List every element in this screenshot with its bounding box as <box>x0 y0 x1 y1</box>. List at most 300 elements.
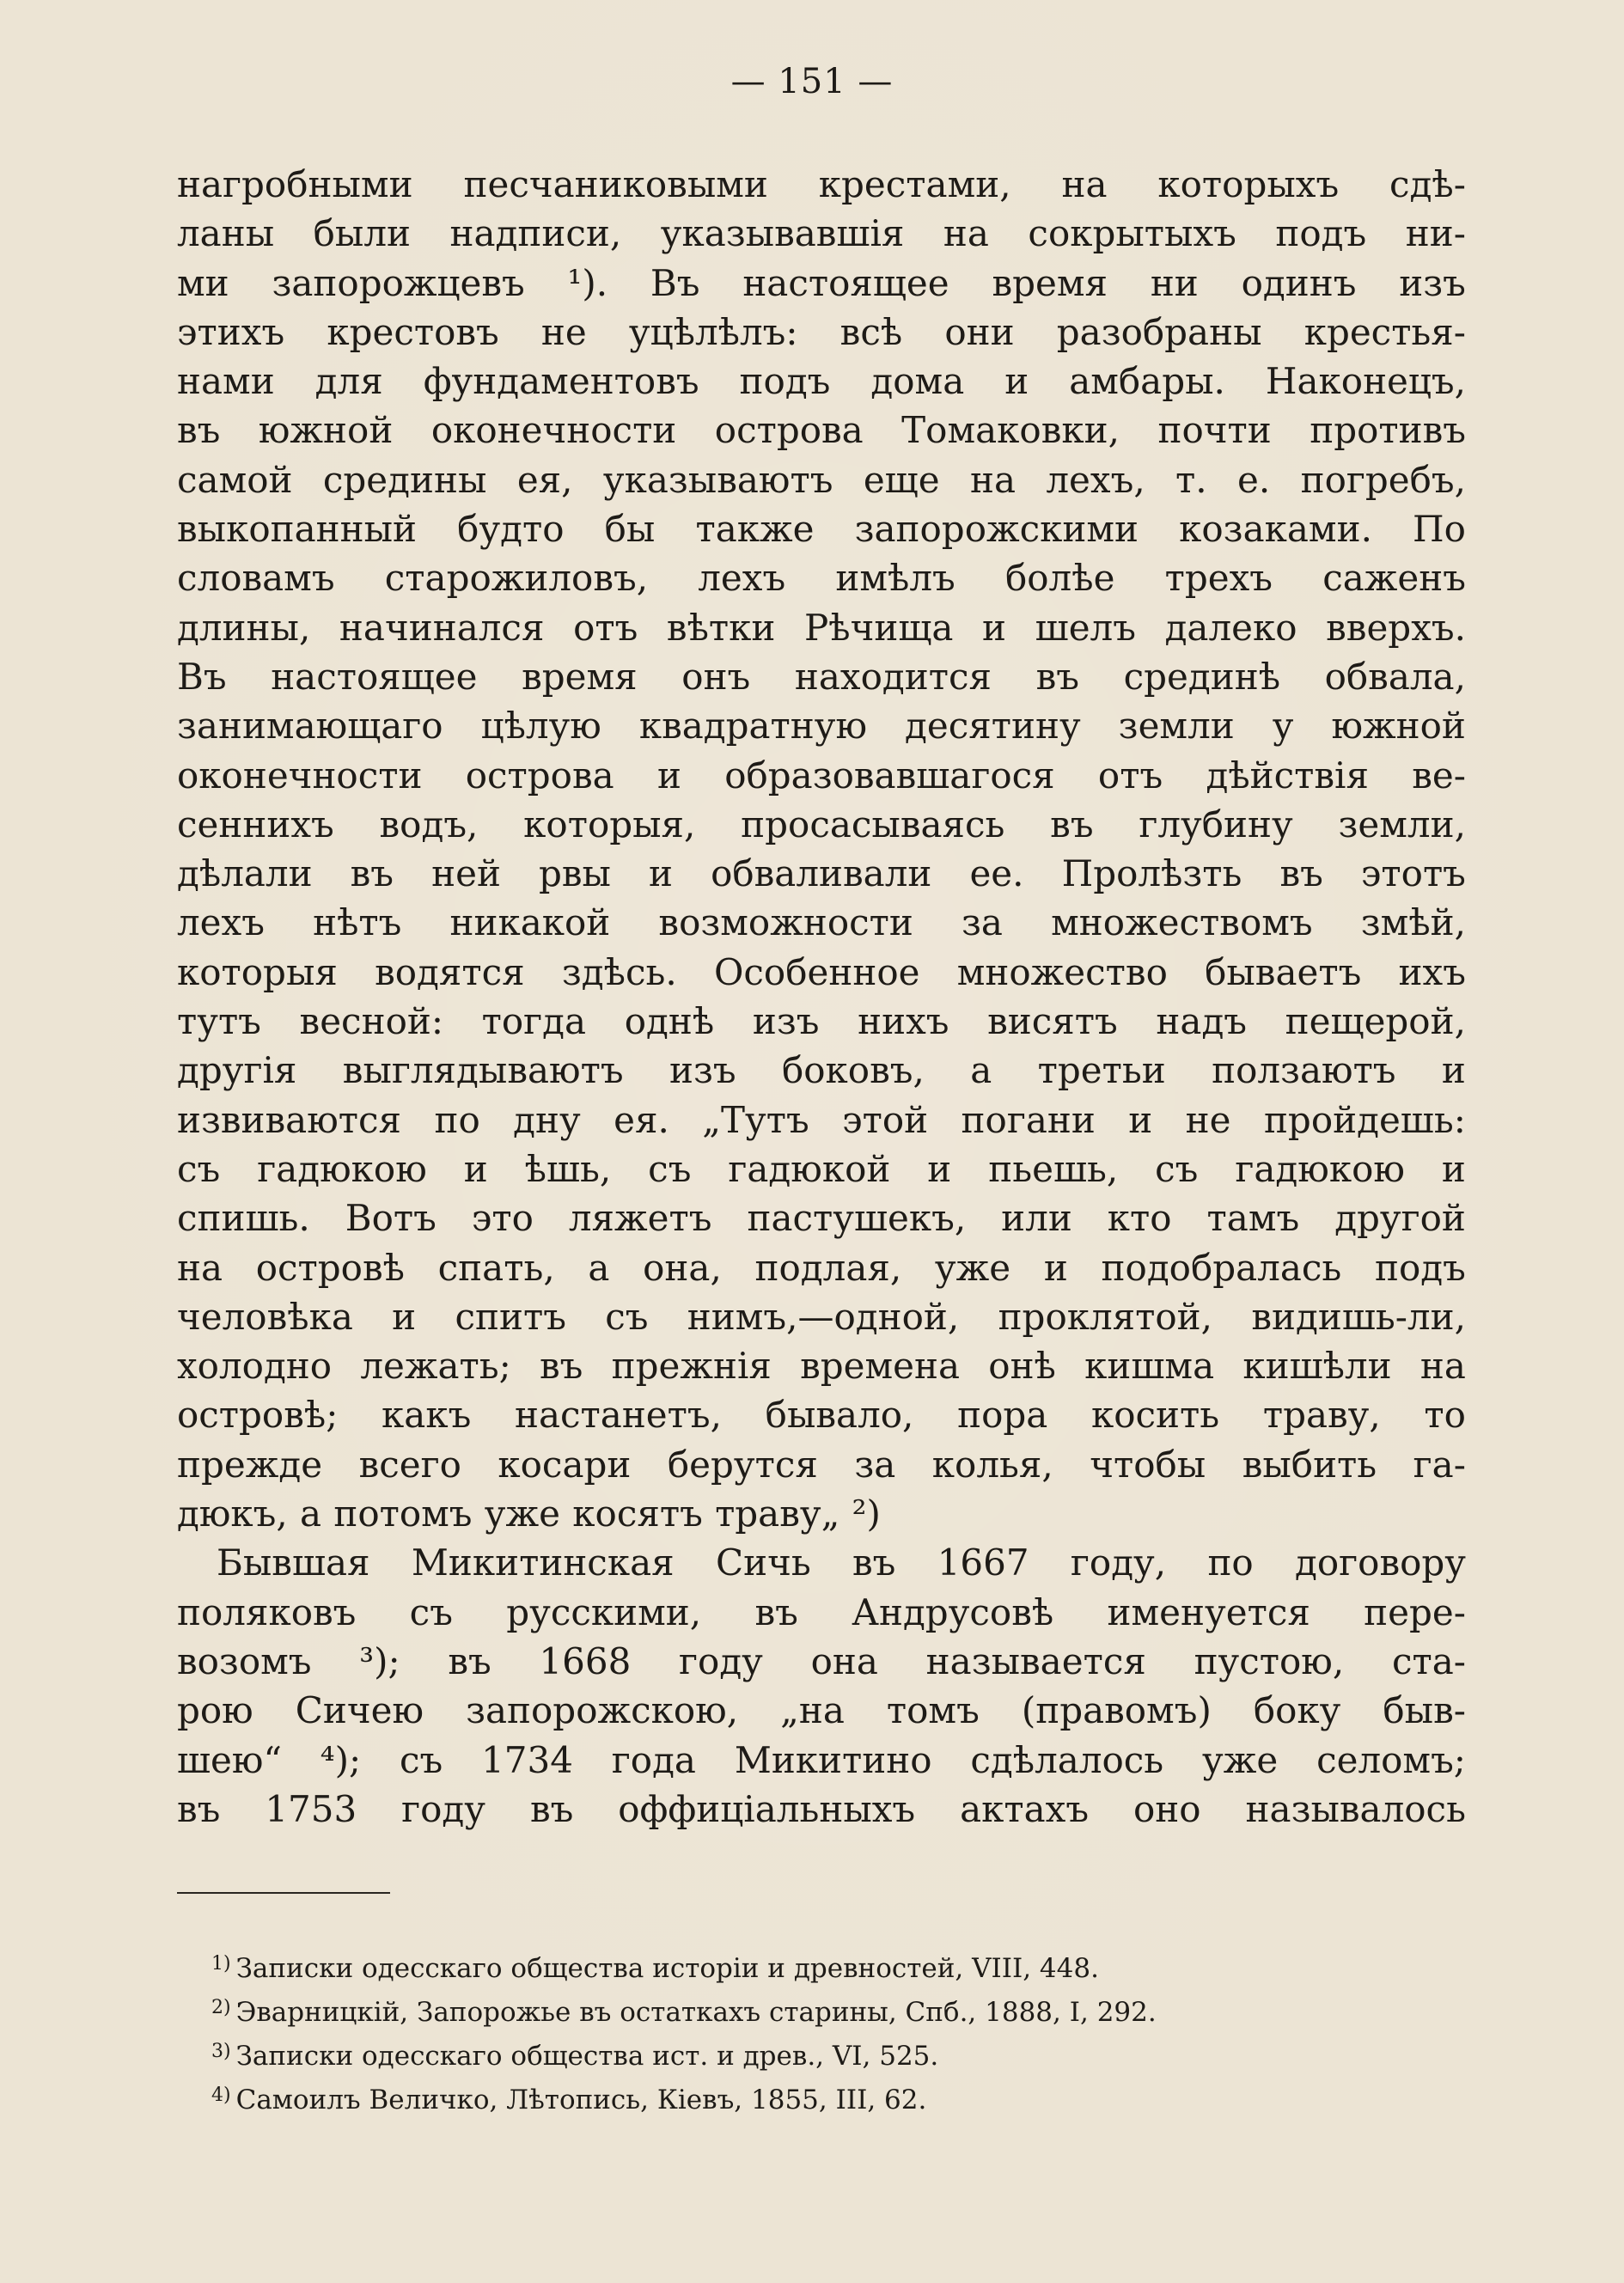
word: оконечности <box>177 754 423 797</box>
word: или <box>1001 1197 1072 1240</box>
word: въ <box>754 1590 798 1633</box>
word: на <box>177 1246 223 1289</box>
word: старожиловъ, <box>384 557 649 600</box>
text-line <box>177 209 1466 258</box>
word: ми <box>177 261 229 304</box>
word: лехъ, <box>1046 458 1145 501</box>
word: лежать; <box>360 1345 511 1388</box>
word: 1734 <box>481 1738 573 1781</box>
word: одинъ <box>1241 261 1357 304</box>
word: прежде <box>177 1443 323 1486</box>
word: гадюкою <box>1235 1147 1405 1190</box>
word: змѣй, <box>1360 901 1466 944</box>
word: множество <box>956 950 1168 993</box>
word: договору <box>1295 1541 1466 1584</box>
footnotes <box>211 1947 1466 2122</box>
text-line <box>177 1489 1466 1538</box>
word: сеннихъ <box>177 803 334 845</box>
word: средины <box>322 458 487 501</box>
word: Микитинская <box>411 1541 675 1584</box>
word: ляжетъ <box>568 1197 712 1240</box>
word: острова <box>465 754 614 797</box>
word: почти <box>1157 409 1272 452</box>
word: амбары. <box>1069 360 1225 403</box>
text-line <box>177 1686 1466 1735</box>
footnote-marker: 1) <box>211 1953 231 1975</box>
word: за <box>854 1443 896 1486</box>
word: за <box>962 901 1003 944</box>
word: запорожцевъ <box>272 261 525 304</box>
text-line <box>177 800 1466 849</box>
word: самой <box>177 458 293 501</box>
word: образовавшагося <box>724 754 1055 797</box>
word: на <box>943 212 989 255</box>
word: въ <box>540 1345 583 1388</box>
word: ³); <box>359 1639 400 1682</box>
word: боку <box>1253 1689 1341 1732</box>
word: проклятой, <box>998 1295 1213 1338</box>
word: не <box>1185 1098 1231 1141</box>
word: (правомъ) <box>1021 1689 1212 1732</box>
word: также <box>695 508 815 551</box>
word: островѣ <box>255 1246 405 1289</box>
word: сдѣ- <box>1389 163 1466 205</box>
word: въ <box>1035 655 1079 698</box>
word: выкопанный <box>177 508 418 551</box>
word: изъ <box>752 1000 820 1043</box>
word: трехъ <box>1164 557 1273 600</box>
word: съ <box>648 1147 692 1190</box>
word: гадюкой <box>728 1147 891 1190</box>
word: съ <box>177 1147 221 1190</box>
word: и <box>1441 1049 1466 1092</box>
word: будто <box>457 508 565 551</box>
word: висятъ <box>987 1000 1118 1043</box>
word: шелъ <box>1035 606 1136 649</box>
word: косари <box>498 1443 632 1486</box>
word: подлая, <box>754 1246 902 1289</box>
word: Особенное <box>713 950 920 993</box>
word: запорожскою, <box>466 1689 739 1732</box>
word: пустою, <box>1194 1639 1345 1682</box>
footnote-item <box>211 2079 1466 2122</box>
word: всего <box>358 1443 461 1486</box>
word: ни- <box>1405 212 1466 255</box>
word: ²) <box>852 1492 881 1535</box>
word: у <box>1272 705 1294 748</box>
page-number: — 151 — <box>730 62 894 101</box>
word: кишѣли <box>1242 1345 1392 1388</box>
word: косятъ <box>572 1492 703 1535</box>
word: отъ <box>1097 754 1163 797</box>
footnote-item <box>211 2035 1466 2079</box>
word: и <box>1043 1246 1068 1289</box>
word: актахъ <box>960 1787 1090 1830</box>
word: были <box>313 212 412 255</box>
word: возомъ <box>177 1639 312 1682</box>
footnote-item <box>211 1991 1466 2035</box>
word: га- <box>1413 1443 1466 1486</box>
word: потомъ <box>333 1492 473 1535</box>
word: онѣ <box>988 1345 1056 1388</box>
word: то <box>1424 1394 1466 1437</box>
word: и <box>1441 1147 1466 1190</box>
word: ланы <box>177 212 275 255</box>
text-line <box>177 1440 1466 1489</box>
word: пройдешь: <box>1263 1098 1466 1141</box>
word: тутъ <box>177 1000 261 1043</box>
word: боковъ, <box>781 1049 925 1092</box>
word: ползаютъ <box>1212 1049 1396 1092</box>
word: времена <box>800 1345 961 1388</box>
word: пьешь, <box>988 1147 1119 1190</box>
word: и <box>927 1147 952 1190</box>
text-line <box>177 1785 1466 1834</box>
word: онъ <box>681 655 751 698</box>
word: извиваются <box>177 1098 402 1141</box>
word: и <box>656 754 681 797</box>
word: „на <box>780 1689 845 1732</box>
word: сдѣлалось <box>970 1738 1164 1781</box>
word: въ <box>852 1541 896 1584</box>
word: время <box>522 655 638 698</box>
word: она <box>810 1639 878 1682</box>
word: чтобы <box>1090 1443 1206 1486</box>
word: ѣшь, <box>524 1147 612 1190</box>
word: называлось <box>1245 1787 1466 1830</box>
word: Андрусовѣ <box>852 1590 1054 1633</box>
word: дѣйствія <box>1206 754 1369 797</box>
word: словамъ <box>177 557 335 600</box>
word: ней <box>431 852 501 895</box>
text-line <box>177 308 1466 357</box>
word: колья, <box>931 1443 1053 1486</box>
word: десятину <box>905 705 1081 748</box>
word: крестовъ <box>327 310 499 353</box>
word: это <box>471 1197 534 1240</box>
word: траву„ <box>715 1492 840 1535</box>
word: на <box>1061 163 1108 205</box>
text-line <box>177 652 1466 701</box>
word: время <box>992 261 1108 304</box>
word: весной: <box>299 1000 443 1043</box>
text-line <box>177 504 1466 553</box>
word: возможности <box>658 901 913 944</box>
word: тогда <box>481 1000 587 1043</box>
text-line <box>177 997 1466 1046</box>
word: которыя, <box>523 803 696 845</box>
word: Микитино <box>734 1738 932 1781</box>
word: всѣ <box>839 310 903 353</box>
word: множествомъ <box>1051 901 1313 944</box>
word: болѣе <box>1004 557 1115 600</box>
word: земли <box>1118 705 1235 748</box>
word: 1668 <box>539 1639 632 1682</box>
word: рвы <box>539 852 611 895</box>
word: сокрытыхъ <box>1028 212 1236 255</box>
word: русскими, <box>506 1590 702 1633</box>
footnote-text: Записки одесскаго общества исторіи и древностей, VIII, 448. <box>235 1953 1099 1984</box>
word: и <box>1004 360 1029 403</box>
word: никакой <box>449 901 611 944</box>
word: спать, <box>437 1246 555 1289</box>
word: здѣсь. <box>561 950 677 993</box>
text-line <box>177 1145 1466 1193</box>
word: пора <box>957 1394 1048 1437</box>
word: е. <box>1237 458 1271 501</box>
word: надписи, <box>449 212 622 255</box>
word: ни <box>1150 261 1199 304</box>
text-line <box>177 1736 1466 1785</box>
word: южной <box>1331 705 1466 748</box>
word: третьи <box>1037 1049 1166 1092</box>
text-line <box>177 406 1466 455</box>
word: указываютъ <box>602 458 833 501</box>
word: указывавшія <box>660 212 905 255</box>
word: году, <box>1070 1541 1167 1584</box>
word: этихъ <box>177 310 285 353</box>
word: томъ <box>886 1689 980 1732</box>
word: нагробными <box>177 163 413 205</box>
text-line <box>177 1096 1466 1145</box>
word: они <box>944 310 1015 353</box>
word: холодно <box>177 1345 333 1388</box>
word: подъ <box>739 360 831 403</box>
word: съ <box>409 1590 453 1633</box>
word: еще <box>863 458 940 501</box>
word: саженъ <box>1322 557 1466 600</box>
word: именуется <box>1107 1590 1310 1633</box>
word: нѣтъ <box>313 901 402 944</box>
word: селомъ; <box>1316 1738 1466 1781</box>
body-text <box>177 160 1466 1834</box>
word: Бывшая <box>217 1541 370 1584</box>
word: выбить <box>1242 1443 1377 1486</box>
word: году <box>401 1787 486 1830</box>
text-line <box>177 1341 1466 1390</box>
word: на <box>1419 1345 1466 1388</box>
word: погребъ, <box>1300 458 1466 501</box>
word: крестья- <box>1303 310 1466 353</box>
footnote-marker: 3) <box>211 2041 231 2062</box>
word: запорожскими <box>854 508 1139 551</box>
text-line <box>177 701 1466 750</box>
word: фундаментовъ <box>423 360 699 403</box>
word: въ <box>1279 852 1323 895</box>
word: а <box>970 1049 992 1092</box>
word: а <box>300 1492 322 1535</box>
word: начинался <box>339 606 545 649</box>
word: на <box>969 458 1016 501</box>
word: нихъ <box>858 1000 949 1043</box>
text-line <box>177 259 1466 308</box>
text-line <box>177 1193 1466 1242</box>
word: видишь-ли, <box>1251 1295 1466 1338</box>
word: настанетъ, <box>514 1394 722 1437</box>
word: а <box>588 1246 610 1289</box>
word: вѣтки <box>666 606 776 649</box>
text-line <box>177 603 1466 652</box>
word: спишь. <box>177 1197 310 1240</box>
word: Пролѣзть <box>1061 852 1242 895</box>
text-line <box>177 751 1466 800</box>
footnote-divider <box>177 1892 390 1894</box>
word: находится <box>794 655 992 698</box>
word: въ <box>1050 803 1094 845</box>
text-line <box>177 1538 1466 1587</box>
word: По <box>1413 508 1466 551</box>
word: и <box>392 1295 417 1338</box>
word: дѣлали <box>177 852 313 895</box>
word: которыхъ <box>1157 163 1340 205</box>
word: обвала, <box>1324 655 1466 698</box>
word: по <box>434 1098 480 1141</box>
word: цѣлую <box>480 705 601 748</box>
word: „Тутъ <box>702 1098 809 1141</box>
word: тамъ <box>1206 1197 1300 1240</box>
word: кишма <box>1084 1345 1215 1388</box>
word: подъ <box>1275 212 1367 255</box>
text-line <box>177 1390 1466 1439</box>
word: 1753 <box>265 1787 357 1830</box>
word: рою <box>177 1689 253 1732</box>
word: занимающаго <box>177 705 443 748</box>
word: крестами, <box>818 163 1011 205</box>
word: просасываясь <box>741 803 1005 845</box>
word: какъ <box>382 1394 472 1437</box>
word: для <box>314 360 383 403</box>
word: году <box>679 1639 763 1682</box>
word: называется <box>925 1639 1146 1682</box>
word: настоящее <box>271 655 478 698</box>
word: другой <box>1334 1197 1466 1240</box>
word: уже <box>1202 1738 1279 1781</box>
word: однѣ <box>624 1000 715 1043</box>
text-line <box>177 1243 1466 1292</box>
word: по <box>1207 1541 1254 1584</box>
word: срединѣ <box>1123 655 1281 698</box>
text-line <box>177 1046 1466 1095</box>
footnote-marker: 4) <box>211 2085 231 2106</box>
footnote-item <box>211 1947 1466 1991</box>
text-line <box>177 160 1466 209</box>
word: уцѣлѣлъ: <box>628 310 798 353</box>
word: она, <box>643 1246 722 1289</box>
text-line <box>177 553 1466 602</box>
footnote-text: Эварницкій, Запорожье въ остаткахъ старины, Спб., 1888, I, 292. <box>235 1997 1157 2028</box>
word: земли, <box>1338 803 1466 845</box>
word: козаками. <box>1179 508 1372 551</box>
word: косить <box>1090 1394 1220 1437</box>
word: въ <box>177 1787 221 1830</box>
word: и <box>649 852 674 895</box>
word: вверхъ. <box>1326 606 1466 649</box>
word: человѣка <box>177 1295 353 1338</box>
word: года <box>611 1738 696 1781</box>
word: 1667 <box>937 1541 1029 1584</box>
word: въ <box>177 409 221 452</box>
word: имѣлъ <box>835 557 955 600</box>
word: Въ <box>650 261 700 304</box>
word: острова <box>714 409 864 452</box>
word: оффиціальныхъ <box>618 1787 916 1830</box>
word: пастушекъ, <box>747 1197 967 1240</box>
word: дома <box>870 360 965 403</box>
word: лехъ <box>698 557 786 600</box>
word: водъ, <box>379 803 479 845</box>
word: подобралась <box>1101 1246 1342 1289</box>
word: Рѣчища <box>803 606 954 649</box>
footnote-text: Записки одесскаго общества ист. и древ., VI, 525. <box>235 2041 939 2072</box>
word: съ <box>1155 1147 1199 1190</box>
word: надъ <box>1156 1000 1248 1043</box>
word: выглядываютъ <box>342 1049 624 1092</box>
word: берутся <box>667 1443 818 1486</box>
word: Наконецъ, <box>1265 360 1466 403</box>
word: настоящее <box>742 261 949 304</box>
word: глубину <box>1139 803 1293 845</box>
word: и <box>1128 1098 1153 1141</box>
word: квадратную <box>638 705 868 748</box>
word: подъ <box>1375 1246 1466 1289</box>
word: и <box>463 1147 488 1190</box>
word: обваливали <box>711 852 932 895</box>
word: разобраны <box>1056 310 1262 353</box>
word: этой <box>842 1098 929 1141</box>
word: гадюкою <box>257 1147 427 1190</box>
text-line <box>177 455 1466 504</box>
word: водятся <box>375 950 525 993</box>
word: бы <box>604 508 656 551</box>
word: южной <box>258 409 394 452</box>
word: ея. <box>614 1098 669 1141</box>
word: изъ <box>669 1049 736 1092</box>
word: кто <box>1107 1197 1172 1240</box>
text-line <box>177 898 1466 947</box>
word: бываетъ <box>1205 950 1362 993</box>
word: Томаковки, <box>901 409 1120 452</box>
word: прежнія <box>611 1345 772 1388</box>
word: и <box>982 606 1007 649</box>
word: ея, <box>516 458 573 501</box>
footnote-marker: 2) <box>211 1997 231 2018</box>
word: оконечности <box>430 409 677 452</box>
text-line <box>177 1292 1466 1341</box>
word: ста- <box>1391 1639 1466 1682</box>
word: нами <box>177 360 275 403</box>
word: не <box>540 310 587 353</box>
text-line <box>177 357 1466 406</box>
word: уже <box>934 1246 1011 1289</box>
word: нимъ,—одной, <box>687 1295 960 1338</box>
word: т. <box>1175 458 1207 501</box>
word: песчаниковыми <box>463 163 768 205</box>
word: въ <box>350 852 394 895</box>
text-line <box>177 1637 1466 1686</box>
text-line <box>177 849 1466 898</box>
word: ⁴); <box>320 1738 362 1781</box>
word: дну <box>513 1098 581 1141</box>
word: спитъ <box>455 1295 566 1338</box>
word: Сичь <box>715 1541 811 1584</box>
text-line <box>177 1588 1466 1637</box>
word: оно <box>1133 1787 1201 1830</box>
word: шею“ <box>177 1738 282 1781</box>
word: которыя <box>177 950 338 993</box>
word: лехъ <box>177 901 265 944</box>
word: дюкъ, <box>177 1492 288 1535</box>
word: ее. <box>969 852 1024 895</box>
